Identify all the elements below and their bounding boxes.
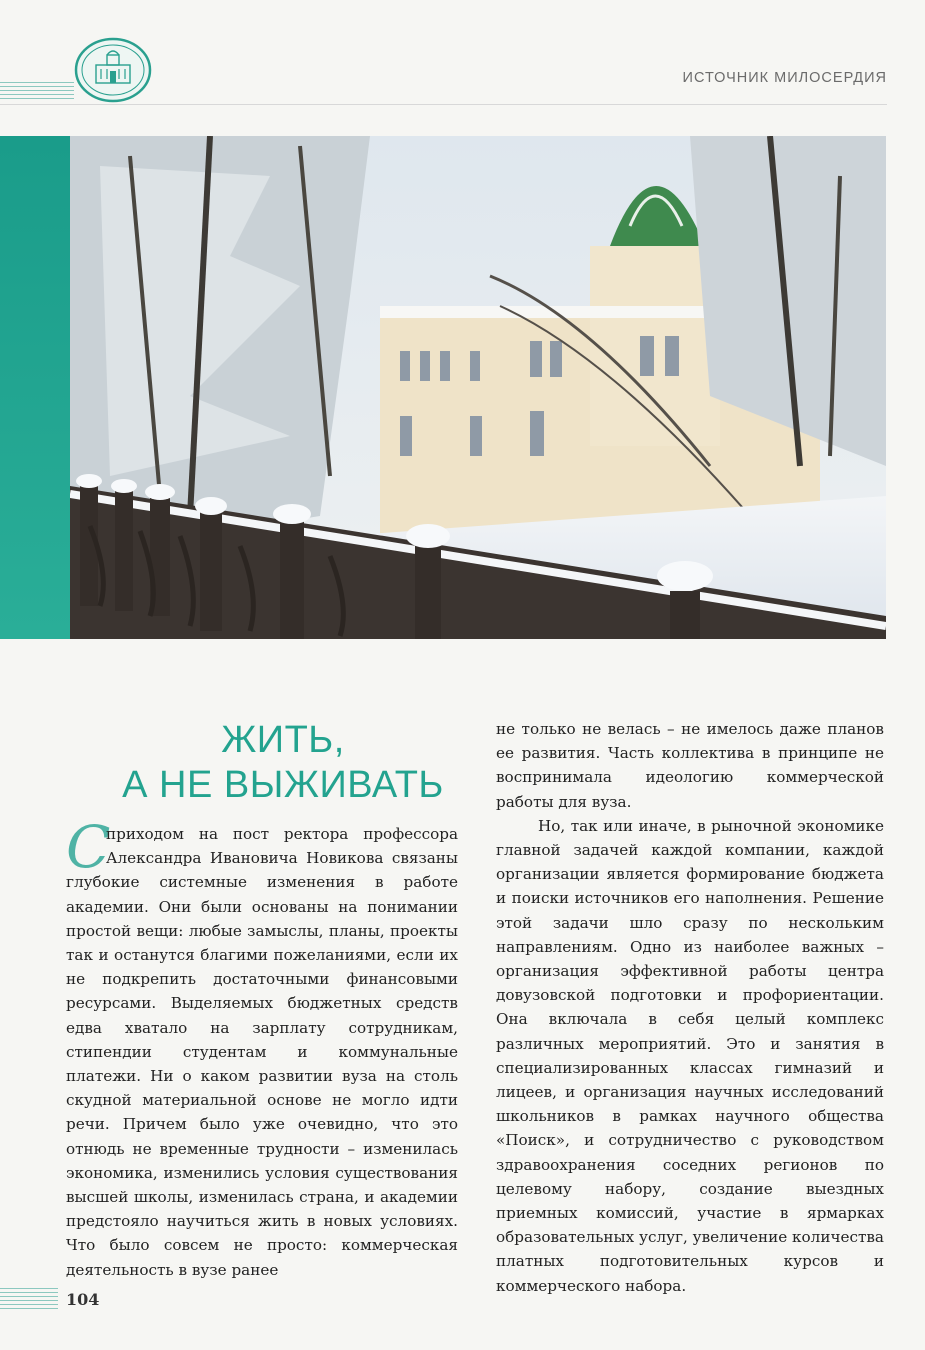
winter-building-photo [70,136,886,639]
page-number: 104 [66,1290,100,1309]
header-decorative-lines [0,82,74,102]
header-divider [0,104,887,105]
article-left-column [66,813,458,1282]
article-title-line1: ЖИТЬ, [221,719,345,761]
article-title-line2: А НЕ ВЫЖИВАТЬ [122,764,444,806]
dropcap: С [66,813,111,881]
teal-side-band [0,136,70,639]
article-paragraph-2: Но, так или иначе, в рыночной экономике главной задачей каждой компании, каждой организации является формирование бюджета и поиски источников его наполнения. Решение этой задачи шло сразу по нескольким направлениям. Одно из наиболее важных – организация эффективной работы центра довузовской подготовки и профориентации. Она включала в себя целый комплекс различных мероприятий. Это и занятия в специализированных классах гимназий и лицеев, и организация научных исследований школьников в рамках научного общества «Поиск», и сотрудничество с руководством здравоохранения соседних регионов по целевому набору, создание выездных приемных комиссий, участие в ярмарках образовательных услуг, увеличение количества платных подготовительных курсов и коммерческого набора. [496,816,884,1295]
academy-logo [74,37,152,103]
article-paragraph-1: приходом на пост ректора профессора Александра Ивановича Новикова связаны глубокие системные изменения в работе академии. Они были основаны на понимании простой вещи: любые замыслы, планы, проекты так и останутся благими пожеланиями, если их не подкрепить достаточными финансовыми ресурсами. Выделяемых бюджетных средств едва хватало на зарплату сотрудникам, стипендии студентам и коммунальные платежи. Ни о каком развитии вуза на столь скудной материальной основе не могло идти речи. Причем было уже очевидно, что это отнюдь не временные трудности – изменилась экономика, изменились условия существования высшей школы, изменилась страна, и академии предстояло научиться жить в новых условиях. Что было совсем не просто: коммерческая деятельность в вузе ранее [66,825,458,1279]
article-paragraph-continued: не только не велась – не имелось даже планов ее развития. Часть коллектива в принципе не воспринимала идеологию коммерческой работы для вуза. [496,720,884,811]
footer-decorative-lines [0,1288,58,1312]
section-title: ИСТОЧНИК МИЛОСЕРДИЯ [682,70,887,86]
article-right-column [496,717,884,1298]
article-title [88,718,478,808]
